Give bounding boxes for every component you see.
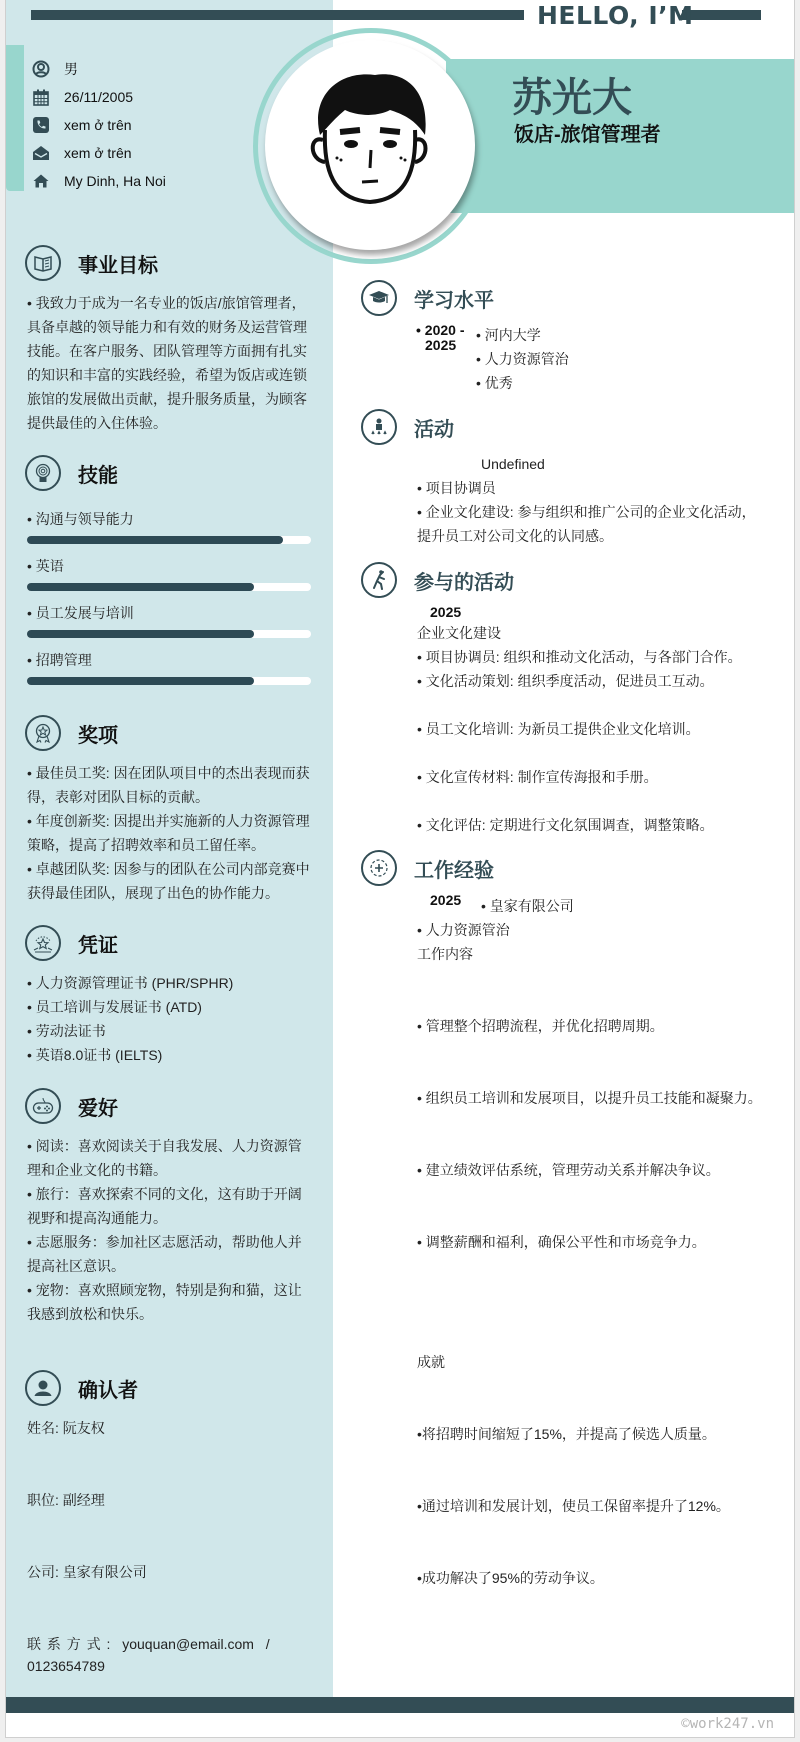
text-line: 得，表彰对团队目标的贡献。 [27,789,209,805]
text-line: 获得最佳团队，展现了出色的协作能力。 [27,885,279,901]
skill-bar-fill [27,630,254,638]
phone-icon [32,116,50,134]
text-line: • 企业文化建设: 参与组织和推广公司的企业文化活动， [417,504,756,520]
list-item: • 员工培训与发展证书 (ATD) [27,999,202,1015]
participation-item: • 文化宣传材料: 制作宣传海报和手册。 [417,769,658,785]
section-activities-header [361,409,454,445]
contact-text: xem ở trên [64,117,132,133]
experience-achievement: •将招聘时间缩短了15%，并提高了候选人质量。 [417,1426,716,1442]
experience-achievement: •通过培训和发展计划，使员工保留率提升了12%。 [417,1498,730,1514]
section-hobbies-header [25,1088,118,1124]
text-line: 技能。在客户服务、团队管理等方面拥有扎实 [27,343,307,359]
experience-company: • 皇家有限公司 [481,898,574,914]
section-title: 凭证 [78,934,118,957]
text-line: • 阅读：喜欢阅读关于自我发展、人力资源管 [27,1138,302,1154]
objective-text [27,291,307,435]
text-line: 旅馆的发展做出贡献，提升服务质量，为顾客 [27,391,307,407]
participation-item: • 项目协调员: 组织和推动文化活动，与各部门合作。 [417,649,742,665]
education-years-end: 2025 [425,337,457,353]
calendar-icon [32,88,50,106]
job-title: 饭店-旅馆管理者 [514,124,661,146]
list-item: • 优秀 [476,375,513,391]
text-line: 策略，提高了招聘效率和员工留任率。 [27,837,265,853]
section-title: 工作经验 [414,859,494,882]
contact-text: 26/11/2005 [64,89,134,105]
section-title: 奖项 [78,724,118,747]
experience-duty: • 组织员工培训和发展项目，以提升员工技能和凝聚力。 [417,1090,762,1106]
experience-position: • 人力资源管治 [417,922,510,938]
experience-content-label: 工作内容 [417,946,473,962]
experience-duty: • 管理整个招聘流程，并优化招聘周期。 [417,1018,664,1034]
text-line: • 我致力于成为一名专业的饭店/旅馆管理者， [27,295,306,311]
skill-bar [27,583,311,591]
section-title: 事业目标 [78,254,158,277]
participation-item: • 员工文化培训: 为新员工提供企业文化培训。 [417,721,700,737]
participation-item: • 文化活动策划: 组织季度活动，促进员工互动。 [417,673,714,689]
skill-bar [27,630,311,638]
text-line: 的知识和丰富的实践经验，希望为饭店或连锁 [27,367,307,383]
section-reference-header [25,1370,138,1406]
contact-accent-bar [6,45,24,191]
reference-name: 姓名: 阮友权 [27,1420,105,1436]
contact-phone [32,111,166,139]
skill-bar [27,677,311,685]
list-item: • 劳动法证书 [27,1023,106,1039]
greeting: HELLO, I’M [537,1,694,30]
text-line: 具备卓越的领导能力和有效的财务及运营管理 [27,319,307,335]
skill-bar-fill [27,583,254,591]
text-line: 理和企业文化的书籍。 [27,1162,167,1178]
skill-bar-fill [27,536,283,544]
watermark: ©work247.vn [681,1716,774,1732]
section-title: 活动 [414,418,454,441]
section-skills-header [25,455,118,491]
section-title: 学习水平 [414,289,494,312]
contact-email [32,139,166,167]
section-certificates-header [25,925,118,961]
certificate-badge-icon [25,925,61,961]
skill-label: • 招聘管理 [27,652,92,668]
user-circle-icon [32,60,50,78]
section-title: 技能 [78,464,118,487]
activities-text [417,476,756,548]
experience-duty: • 调整薪酬和福利，确保公平性和市场竞争力。 [417,1234,706,1250]
experience-achievement: •成功解决了95%的劳动争议。 [417,1570,604,1586]
contact-address [32,167,166,195]
section-awards-header [25,715,118,751]
section-objective-header [25,245,158,281]
section-education-header [361,280,494,316]
activities-time: Undefined [481,456,545,472]
section-experience-header [361,850,494,886]
skill-bar [27,536,311,544]
list-item: • 人力资源管理证书 (PHR/SPHR) [27,975,234,991]
certificates-list [27,971,233,1067]
text-line: • 卓越团队奖: 因参与的团队在公司内部竞赛中 [27,861,310,877]
avatar [265,40,475,250]
book-icon [25,245,61,281]
text-line: • 项目协调员 [417,480,496,496]
education-details [476,323,569,395]
contact-birthday [32,83,166,111]
user-avatar-icon [25,1370,61,1406]
top-decor-bar-right [682,10,761,20]
text-line: • 志愿服务：参加社区志愿活动，帮助他人并 [27,1234,302,1250]
cartoon-face-icon [265,40,475,250]
top-decor-bar-left [31,10,524,20]
experience-achievements-label: 成就 [417,1354,445,1370]
contact-text: xem ở trên [64,145,132,161]
experience-year: 2025 [430,892,462,908]
reference-contact: 联 系 方 式 : youquan@email.com / [27,1636,270,1652]
experience-duty: • 建立绩效评估系统，管理劳动关系并解决争议。 [417,1162,720,1178]
section-title: 爱好 [78,1097,118,1120]
resume-page [5,0,795,1738]
list-item: • 人力资源管治 [476,351,569,367]
contact-list [32,55,166,195]
text-line: 我感到放松和快乐。 [27,1306,153,1322]
hobbies-text [27,1134,302,1326]
graduation-cap-icon [361,280,397,316]
text-line: 提供最佳的入住体验。 [27,415,167,431]
reference-position: 职位: 副经理 [27,1492,105,1508]
envelope-open-icon [32,144,50,162]
contact-gender [32,55,166,83]
contact-text: My Dinh, Ha Noi [64,173,166,189]
text-line: 视野和提高沟通能力。 [27,1210,167,1226]
participation-org: 企业文化建设 [417,625,501,641]
section-title: 参与的活动 [414,571,514,594]
education-years: • 2020 - [416,322,465,338]
participation-year: 2025 [430,604,462,620]
skill-label: • 员工发展与培训 [27,605,134,621]
contact-text: 男 [64,61,78,77]
home-icon [32,172,50,190]
text-line: 提高社区意识。 [27,1258,125,1274]
skill-bar-fill [27,677,254,685]
lightbulb-icon [25,455,61,491]
plus-circle-icon [361,850,397,886]
gamepad-icon [25,1088,61,1124]
text-line: 提升员工对公司文化的认同感。 [417,528,613,544]
text-line: • 最佳员工奖: 因在团队项目中的杰出表现而获 [27,765,310,781]
footer-bar [6,1697,795,1713]
text-line: • 年度创新奖: 因提出并实施新的人力资源管理 [27,813,310,829]
participation-item: • 文化评估: 定期进行文化氛围调查，调整策略。 [417,817,714,833]
list-item: • 英语8.0证书 (IELTS) [27,1047,163,1063]
text-line: • 宠物：喜欢照顾宠物，特别是狗和猫，这让 [27,1282,302,1298]
person-name: 苏光大 [512,75,632,121]
award-medal-icon [25,715,61,751]
running-person-icon [361,562,397,598]
text-line: • 旅行：喜欢探索不同的文化，这有助于开阔 [27,1186,302,1202]
reference-company: 公司: 皇家有限公司 [27,1564,147,1580]
person-stars-icon [361,409,397,445]
list-item: • 河内大学 [476,327,541,343]
reference-phone: 0123654789 [27,1658,105,1674]
section-participation-header [361,562,514,598]
section-title: 确认者 [78,1379,138,1402]
skill-label: • 英语 [27,558,64,574]
awards-text [27,761,310,905]
skill-label: • 沟通与领导能力 [27,511,134,527]
